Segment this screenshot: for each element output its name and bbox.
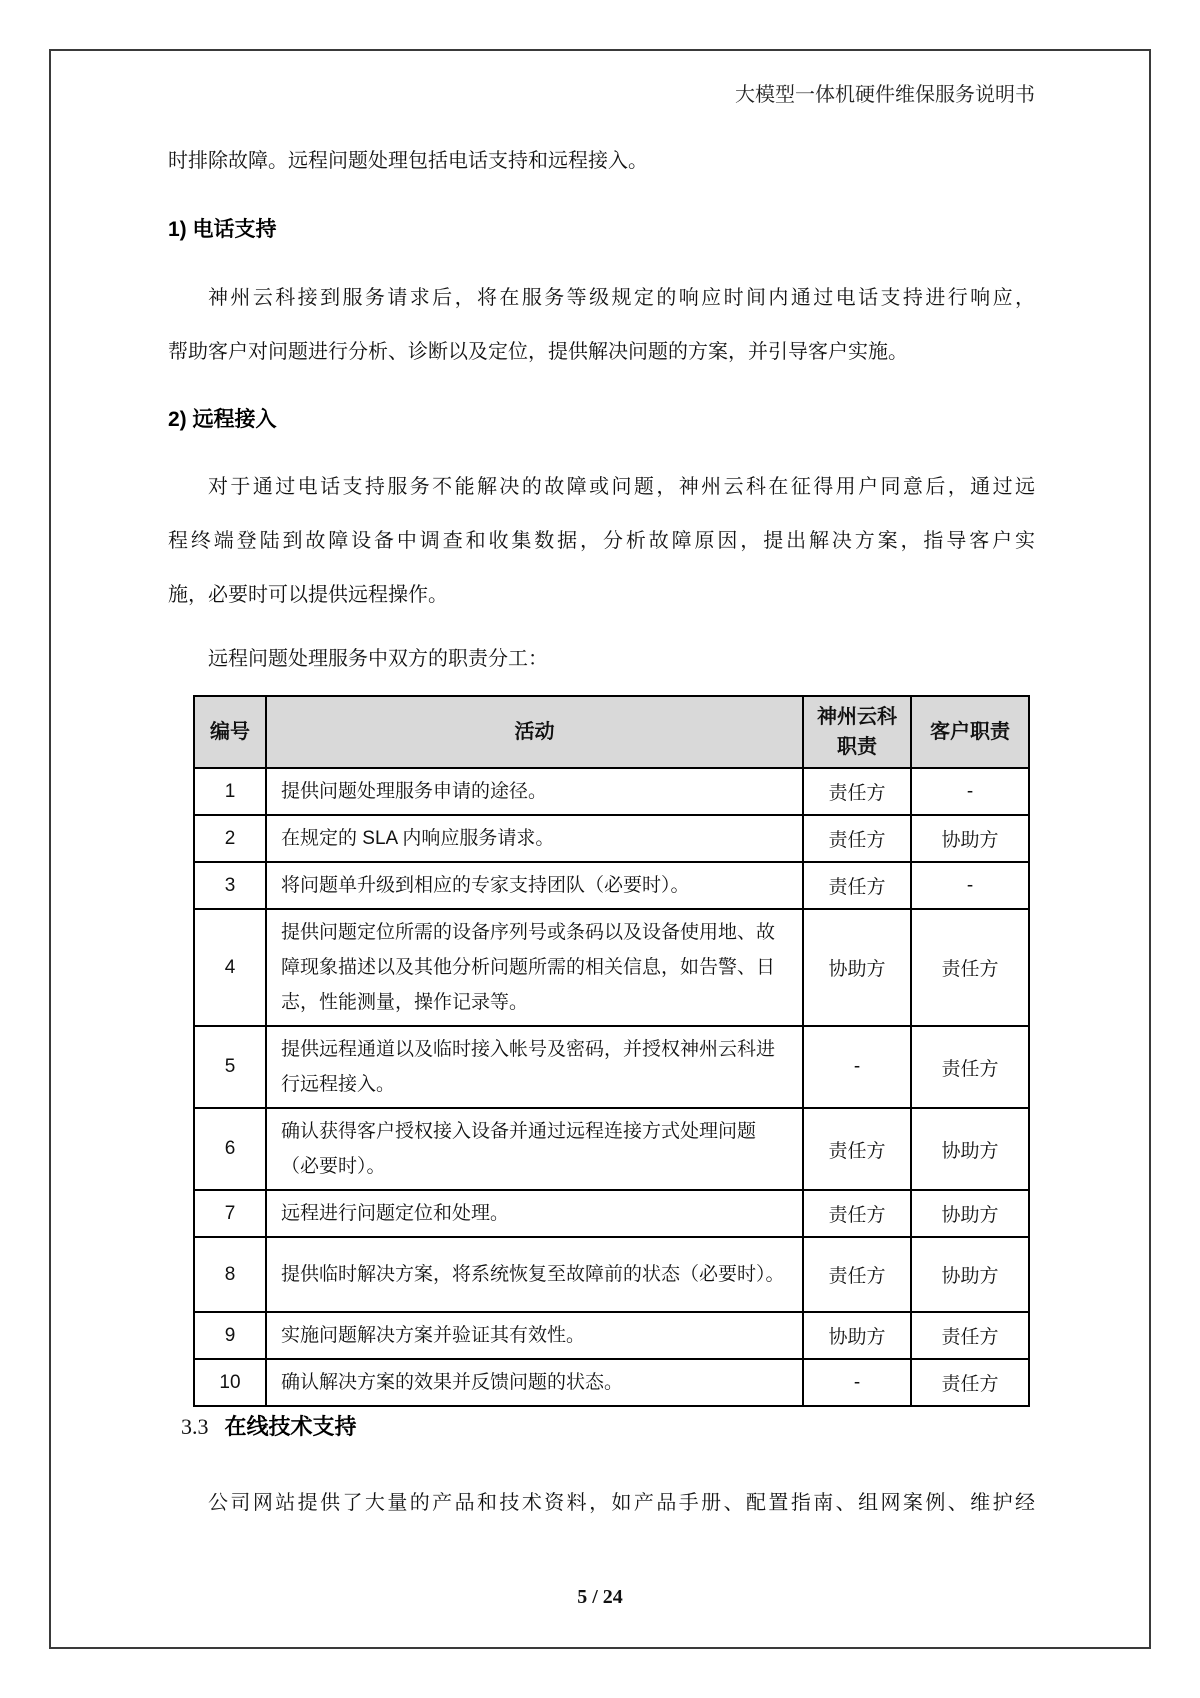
cell-dcloud-duty: - — [803, 1026, 911, 1108]
cell-activity: 将问题单升级到相应的专家支持团队（必要时）。 — [266, 862, 803, 909]
cell-activity: 提供问题定位所需的设备序列号或条码以及设备使用地、故障现象描述以及其他分析问题所需的相关信息，如告警、日志，性能测量，操作记录等。 — [266, 909, 803, 1026]
cell-customer-duty: 协助方 — [911, 1237, 1029, 1312]
cell-dcloud-duty: 协助方 — [803, 1312, 911, 1359]
paragraph-phone-support — [168, 271, 1035, 379]
heading-remote-access: 2) 远程接入 — [168, 408, 277, 431]
cell-activity: 提供问题处理服务申请的途径。 — [266, 768, 803, 815]
cell-customer-duty: 协助方 — [911, 1190, 1029, 1237]
paragraph-line: 对于通过电话支持服务不能解决的故障或问题，神州云科在征得用户同意后，通过远 — [208, 476, 1035, 498]
cell-activity: 提供临时解决方案，将系统恢复至故障前的状态（必要时）。 — [266, 1237, 803, 1312]
cell-dcloud-duty: - — [803, 1359, 911, 1406]
cell-activity: 远程进行问题定位和处理。 — [266, 1190, 803, 1237]
cell-customer-duty: - — [911, 768, 1029, 815]
cell-no: 7 — [194, 1190, 266, 1237]
cell-no: 2 — [194, 815, 266, 862]
cell-activity: 确认解决方案的效果并反馈问题的状态。 — [266, 1359, 803, 1406]
table-row — [194, 1359, 1029, 1406]
cell-no: 8 — [194, 1237, 266, 1312]
cell-dcloud-duty: 责任方 — [803, 862, 911, 909]
running-header-title: 大模型一体机硬件维保服务说明书 — [735, 84, 1035, 106]
cell-activity: 实施问题解决方案并验证其有效性。 — [266, 1312, 803, 1359]
table-row — [194, 909, 1029, 1026]
column-header-dcloud-duty-line2: 职责 — [837, 736, 877, 758]
cell-no: 6 — [194, 1108, 266, 1190]
cell-customer-duty: 责任方 — [911, 1312, 1029, 1359]
paragraph-line: 程终端登陆到故障设备中调查和收集数据，分析故障原因，提出解决方案，指导客户实 — [168, 530, 1035, 552]
paragraph-line: 公司网站提供了大量的产品和技术资料，如产品手册、配置指南、组网案例、维护经 — [208, 1492, 1035, 1514]
table-header-row — [194, 696, 1029, 768]
cell-customer-duty: 责任方 — [911, 1359, 1029, 1406]
continuation-paragraph: 时排除故障。远程问题处理包括电话支持和远程接入。 — [168, 150, 648, 172]
page-number: 5 / 24 — [577, 1586, 623, 1608]
paragraph-remote-access — [168, 460, 1035, 622]
responsibility-table — [193, 695, 1030, 1407]
cell-activity: 在规定的 SLA 内响应服务请求。 — [266, 815, 803, 862]
cell-no: 4 — [194, 909, 266, 1026]
paragraph-online-support — [168, 1489, 1035, 1517]
section-heading-online-support — [181, 1410, 357, 1441]
cell-no: 1 — [194, 768, 266, 815]
cell-customer-duty: 协助方 — [911, 815, 1029, 862]
heading-phone-support: 1) 电话支持 — [168, 218, 277, 241]
table-row — [194, 862, 1029, 909]
cell-customer-duty: - — [911, 862, 1029, 909]
column-header-customer-duty: 客户职责 — [911, 696, 1029, 768]
table-row — [194, 1026, 1029, 1108]
column-header-activity: 活动 — [266, 696, 803, 768]
section-title: 在线技术支持 — [224, 1414, 357, 1439]
table-row — [194, 1108, 1029, 1190]
cell-dcloud-duty: 责任方 — [803, 815, 911, 862]
column-header-dcloud-duty-line1: 神州云科 — [817, 706, 897, 728]
table-row — [194, 768, 1029, 815]
paragraph-line: 帮助客户对问题进行分析、诊断以及定位，提供解决问题的方案，并引导客户实施。 — [168, 341, 908, 363]
paragraph-line: 神州云科接到服务请求后，将在服务等级规定的响应时间内通过电话支持进行响应， — [208, 287, 1035, 309]
table-row — [194, 815, 1029, 862]
cell-no: 9 — [194, 1312, 266, 1359]
cell-no: 5 — [194, 1026, 266, 1108]
cell-customer-duty: 责任方 — [911, 1026, 1029, 1108]
cell-activity: 提供远程通道以及临时接入帐号及密码，并授权神州云科进行远程接入。 — [266, 1026, 803, 1108]
cell-activity: 确认获得客户授权接入设备并通过远程连接方式处理问题（必要时）。 — [266, 1108, 803, 1190]
cell-customer-duty: 责任方 — [911, 909, 1029, 1026]
cell-dcloud-duty: 责任方 — [803, 1237, 911, 1312]
cell-dcloud-duty: 协助方 — [803, 909, 911, 1026]
cell-no: 3 — [194, 862, 266, 909]
table-row — [194, 1190, 1029, 1237]
column-header-dcloud-duty — [803, 696, 911, 768]
table-row — [194, 1312, 1029, 1359]
paragraph-line: 施，必要时可以提供远程操作。 — [168, 584, 448, 606]
section-number: 3.3 — [181, 1414, 209, 1439]
column-header-no: 编号 — [194, 696, 266, 768]
table-intro-line: 远程问题处理服务中双方的职责分工： — [208, 648, 548, 670]
cell-dcloud-duty: 责任方 — [803, 1108, 911, 1190]
cell-dcloud-duty: 责任方 — [803, 768, 911, 815]
cell-dcloud-duty: 责任方 — [803, 1190, 911, 1237]
cell-customer-duty: 协助方 — [911, 1108, 1029, 1190]
cell-no: 10 — [194, 1359, 266, 1406]
table-row — [194, 1237, 1029, 1312]
